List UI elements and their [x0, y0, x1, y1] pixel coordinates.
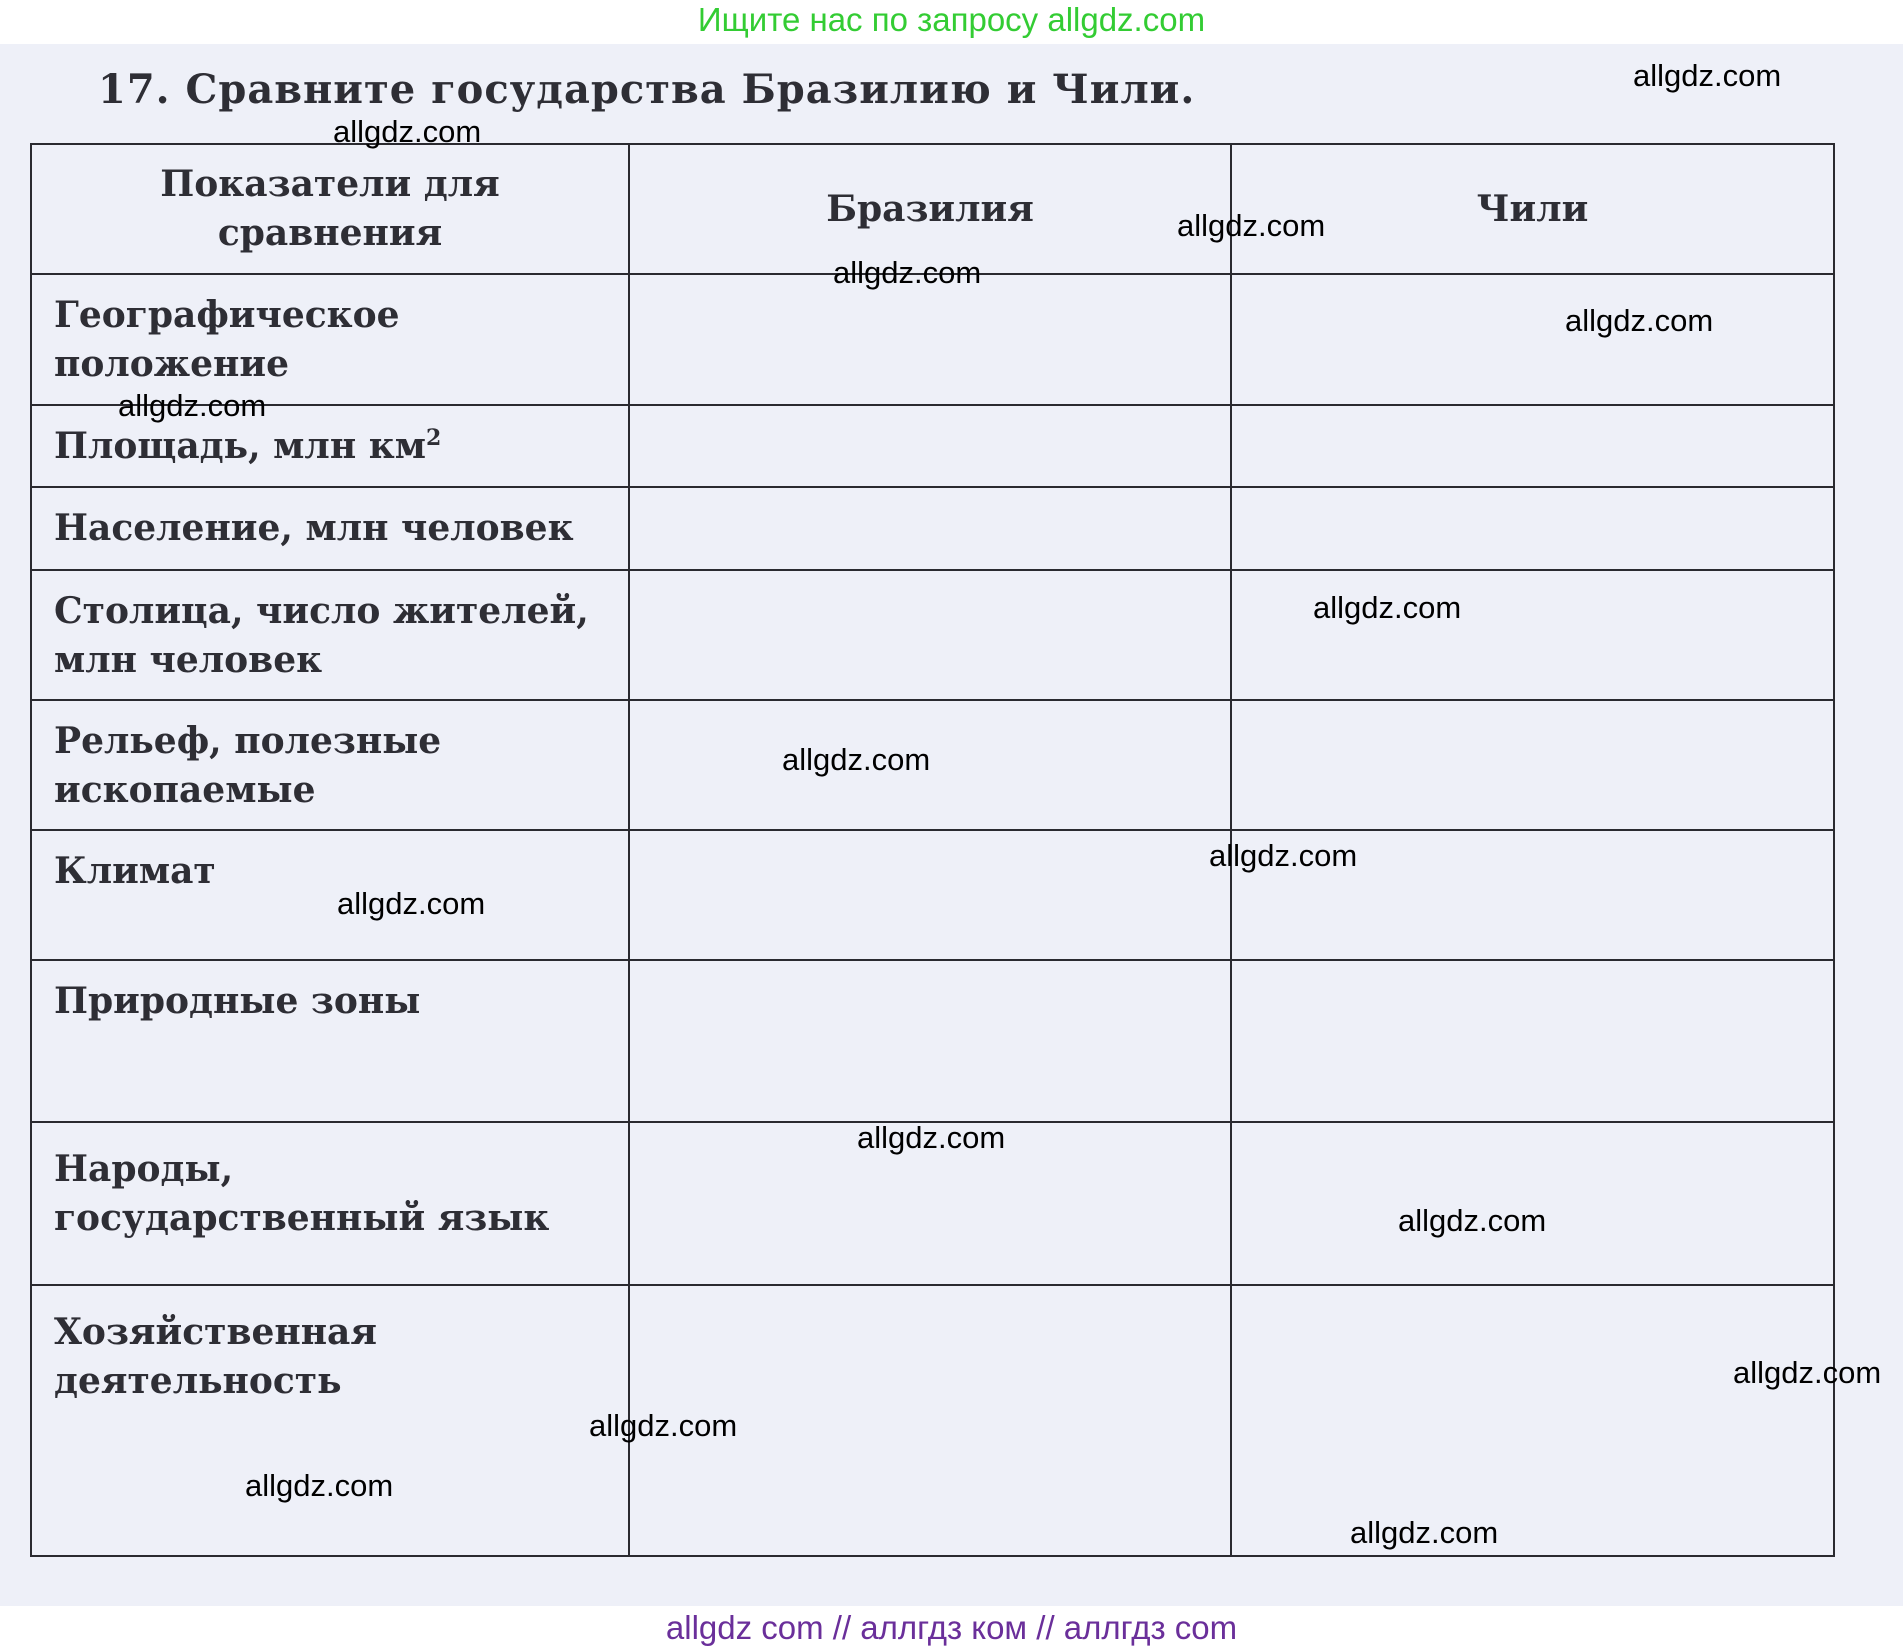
answer-cell-brazil[interactable] [629, 487, 1231, 570]
watermark: allgdz.com [245, 1468, 394, 1503]
answer-cell-chile[interactable] [1231, 274, 1834, 405]
watermark: allgdz.com [589, 1408, 738, 1443]
watermark: allgdz.com [1350, 1515, 1499, 1550]
answer-cell-brazil[interactable] [629, 570, 1231, 700]
watermark: allgdz.com [1177, 208, 1326, 243]
table-row [31, 830, 1834, 960]
header-brazil: Бразилия [629, 144, 1231, 274]
table-row [31, 1285, 1834, 1556]
table-row [31, 487, 1834, 570]
watermark: allgdz.com [1565, 303, 1714, 338]
answer-cell-brazil[interactable] [629, 830, 1231, 960]
table-row [31, 274, 1834, 405]
answer-cell-chile[interactable] [1231, 1285, 1834, 1556]
watermark: allgdz.com [833, 255, 982, 290]
top-banner[interactable]: Ищите нас по запросу allgdz.com [697, 1, 1206, 38]
answer-cell-chile[interactable] [1231, 700, 1834, 830]
answer-cell-brazil[interactable] [629, 405, 1231, 487]
comparison-table [30, 143, 1835, 1557]
answer-cell-chile[interactable] [1231, 487, 1834, 570]
header-chile: Чили [1231, 144, 1834, 274]
watermark: allgdz.com [1313, 590, 1462, 625]
table-row [31, 700, 1834, 830]
watermark: allgdz.com [118, 388, 267, 423]
watermark: allgdz.com [1633, 58, 1782, 93]
task-title: 17. Сравните государства Бразилию и Чили. [98, 66, 1196, 113]
row-label: Рельеф, полезные ископаемые [31, 700, 629, 830]
header-indicators: Показатели для сравнения [31, 144, 629, 274]
answer-cell-brazil[interactable] [629, 960, 1231, 1122]
watermark: allgdz.com [337, 886, 486, 921]
table-row [31, 405, 1834, 487]
row-label: Географическое положение [31, 274, 629, 405]
row-label: Площадь, млн км [54, 425, 426, 467]
answer-cell-chile[interactable] [1231, 960, 1834, 1122]
watermark: allgdz.com [1398, 1203, 1547, 1238]
row-label: Население, млн человек [31, 487, 629, 570]
superscript: 2 [425, 425, 442, 451]
answer-cell-brazil[interactable] [629, 274, 1231, 405]
row-label: Хозяйственная деятельность [31, 1285, 629, 1556]
row-label: Природные зоны [31, 960, 629, 1122]
row-label: Народы, государственный язык [31, 1122, 629, 1285]
table-row [31, 570, 1834, 700]
answer-cell-chile[interactable] [1231, 405, 1834, 487]
row-label: Климат [31, 830, 629, 960]
bottom-banner[interactable]: allgdz com // аллгдз ком // аллгдз com [0, 1606, 1903, 1652]
watermark: allgdz.com [1209, 838, 1358, 873]
watermark: allgdz.com [857, 1120, 1006, 1155]
row-label: Столица, число жителей, млн человек [31, 570, 629, 700]
watermark: allgdz.com [333, 114, 482, 149]
watermark: allgdz.com [1733, 1355, 1882, 1390]
watermark: allgdz.com [782, 742, 931, 777]
table-row [31, 960, 1834, 1122]
